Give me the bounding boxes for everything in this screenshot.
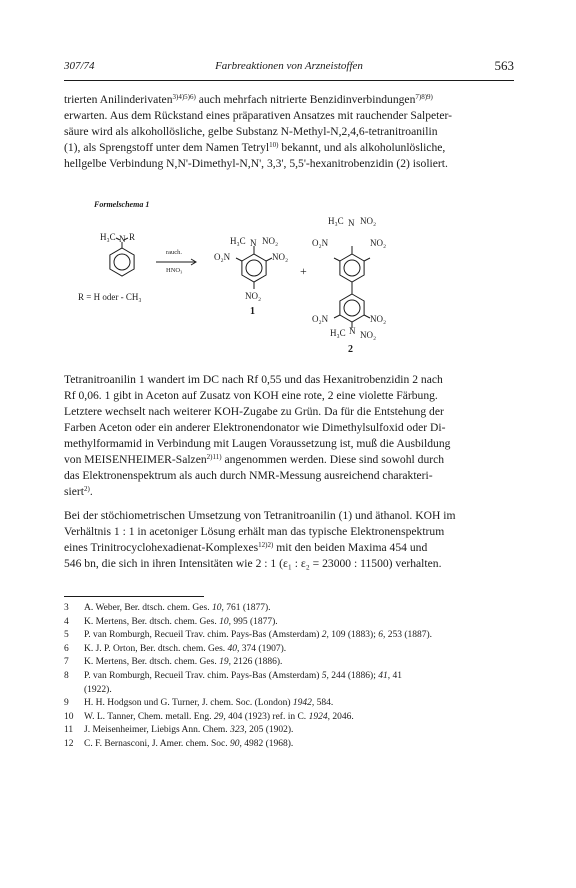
footnote-text: J. Meisenheimer, Liebigs Ann. Chem. — [84, 725, 231, 736]
text-line — [64, 92, 519, 108]
footnote-text: 2, — [321, 630, 329, 641]
reagent-line-2: HNO₃ — [166, 267, 183, 274]
compound-1-label: 1 — [250, 306, 255, 317]
header-rule — [64, 80, 514, 81]
footnote-text: K. J. P. Orton, Ber. dtsch. chem. Ges. — [84, 643, 228, 654]
footnote-text: 6, — [378, 630, 386, 641]
footnote-item — [64, 643, 524, 657]
text-line: Farben Aceton oder ein anderer Elektronendonator wie Dimethylsulfoxid oder Di- — [64, 421, 446, 434]
footnote-number: 3 — [64, 603, 69, 613]
p1-nitro-bottom: NO₂ — [245, 291, 262, 301]
footnote-text: 323, — [230, 725, 247, 736]
text-line: methylformamid in Verbindung mit Laugen Voraussetzung ist, muß die Ausbildung — [64, 437, 451, 450]
citation-sup: 2)11) — [206, 453, 222, 461]
p2-nitro-bottom-left: O₂N — [312, 314, 329, 324]
footnote-item — [64, 724, 524, 738]
reactant-r-group: R — [129, 232, 136, 242]
text-line: erwarten. Aus dem Rückstand eines präparativen Ansatzes mit rauchender Salpeter- — [64, 109, 453, 122]
footnote-rule — [64, 596, 204, 597]
footnote-number: 7 — [64, 657, 69, 668]
footnote-text: 19, — [219, 657, 231, 668]
p2-top-n-nitro: NO₂ — [360, 216, 377, 226]
footnote-item — [64, 670, 524, 684]
text-run: bekannt, und als alkoholunlösliche, — [278, 141, 446, 154]
text-run: auch mehrfach nitrierte Benzidinverbindungen — [195, 93, 416, 106]
footnote-item — [64, 616, 524, 630]
footnote-text: W. L. Tanner, Chem. metall. Eng. — [84, 711, 214, 722]
footnote-text: 374 (1907). — [239, 643, 287, 654]
text-line: hellgelbe Verbindung N,N'-Dimethyl-N,N', 3,3', 5,5'-hexanitrobenzidin (2) isoliert. — [64, 157, 448, 170]
text-line: Bei der stöchiometrischen Umsetzung von Tetranitroanilin (1) und äthanol. KOH im — [64, 509, 456, 522]
text-line: Rf 0,06. 1 gibt in Aceton auf Zusatz von KOH eine rote, 2 eine violette Färbung. — [64, 389, 438, 402]
text-run: angenommen werden. Diese sind sowohl durch — [221, 453, 445, 466]
footnote-text: K. Mertens, Ber. dtsch. chem. Ges. — [84, 657, 220, 668]
footnote-text: A. Weber, Ber. dtsch. chem. Ges. — [84, 603, 212, 613]
footnote-item — [64, 711, 524, 725]
footnote-item — [64, 684, 524, 698]
footnote-text: 40, — [227, 643, 240, 654]
citation-sup: 3)4)5)6) — [172, 93, 196, 101]
text-run: von MEISENHEIMER-Salzen — [64, 453, 207, 466]
footnote-text: 4982 (1968). — [241, 738, 294, 749]
p1-methyl: H₃C — [230, 236, 246, 246]
footnote-item — [64, 629, 524, 643]
footnote-text: 253 (1887). — [385, 630, 433, 641]
footnote-text: C. F. Bernasconi, J. Amer. chem. Soc. — [84, 738, 230, 749]
text-line: das Elektronenspektrum als auch durch NMR-Messung ausreichend charakteri- — [64, 469, 433, 482]
footnote-item — [64, 697, 524, 711]
citation-sup: 12)2) — [258, 541, 274, 549]
footnote-item — [64, 602, 524, 616]
paragraph-2 — [64, 372, 519, 500]
footnote-text: 41, — [378, 670, 391, 681]
footnote-text: 404 (1923) ref. in C. — [225, 711, 309, 722]
text-line — [64, 452, 519, 468]
text-line — [64, 140, 519, 156]
footnote-number: 11 — [64, 725, 74, 736]
footnote-text: 1924, — [308, 711, 330, 722]
p2-nitro-bottom-right: NO₂ — [370, 314, 387, 324]
running-header — [64, 60, 514, 76]
p1-n-nitro: NO₂ — [262, 236, 279, 246]
footnote-item — [64, 738, 524, 752]
footnote-text: 5, — [321, 670, 329, 681]
footnote-number: 5 — [64, 630, 69, 641]
footnote-text: P. van Romburgh, Recueil Trav. chim. Pays-Bas (Amsterdam) — [84, 670, 322, 681]
text-run: siert — [64, 485, 84, 498]
text-run: eines Trinitrocyclohexadienat-Komplexes — [64, 541, 259, 554]
p2-bottom-nitrogen: N — [349, 326, 356, 336]
p2-bottom-n-nitro: NO₂ — [360, 330, 377, 340]
paragraph-3 — [64, 508, 519, 572]
text-line — [64, 484, 519, 500]
footnote-text: 995 (1877). — [230, 616, 278, 627]
p2-bottom-methyl: H₃C — [330, 328, 346, 338]
p2-nitro-top-right: NO₂ — [370, 238, 387, 248]
page-number: 563 — [494, 58, 514, 73]
footnote-text: (1922). — [84, 684, 112, 695]
reactant-methyl: H₃C — [100, 232, 116, 242]
citation-sup: 7)8)9) — [415, 93, 433, 101]
footnote-text: K. Mertens, Ber. dtsch. chem. Ges. — [84, 616, 220, 627]
footnote-text: 761 (1877). — [223, 603, 271, 613]
footnote-text: 109 (1883); — [328, 630, 379, 641]
text-run: mit den beiden Maxima 454 und — [273, 541, 428, 554]
text-line: 546 bn, die sich in ihren Intensitäten wie 2 : 1 (ε₁ : ε₂ = 23000 : 11500) verhalten. — [64, 557, 442, 570]
reactant-nitrogen: N — [119, 234, 126, 244]
footnote-number: 12 — [64, 738, 74, 749]
footnote-text: 1942, — [292, 698, 315, 709]
p1-nitro-right: NO₂ — [272, 252, 289, 262]
footnote-number: 9 — [64, 698, 69, 709]
citation-sup: 2) — [83, 485, 90, 493]
footnote-text: 584. — [314, 698, 334, 709]
footnote-text: H. H. Hodgson und G. Turner, J. chem. Soc. (London) — [84, 698, 293, 709]
footnote-text: 90, — [229, 738, 242, 749]
text-run: trierten Anilinderivaten — [64, 93, 173, 106]
r-definition: R = H oder - CH₃ — [78, 292, 142, 302]
footnote-number: 8 — [64, 670, 69, 681]
footnote-text: 29, — [213, 711, 226, 722]
footnote-text: 10, — [211, 603, 224, 613]
citation-sup: 10) — [269, 141, 279, 149]
reactant-aromatic-circle — [114, 254, 130, 270]
p2-nitro-top-left: O₂N — [312, 238, 329, 248]
footnote-number: 6 — [64, 643, 69, 654]
footnote-text: 244 (1886); — [328, 670, 379, 681]
footnote-text: 205 (1902). — [246, 725, 294, 736]
p1-nitrogen: N — [250, 238, 257, 248]
p1-nitro-left: O₂N — [214, 252, 231, 262]
text-line: Letztere wechselt nach weiterer KOH-Zugabe zu Grün. Da für die Entstehung der — [64, 405, 444, 418]
text-run: (1), als Sprengstoff unter dem Namen Tetryl — [64, 141, 270, 154]
footnote-number: 10 — [64, 711, 74, 722]
scheme-structures — [64, 196, 524, 356]
text-line: Tetranitroanilin 1 wandert im DC nach Rf 0,55 und das Hexanitrobenzidin 2 nach — [64, 373, 443, 386]
text-line: säure wird als alkohollösliche, gelbe Substanz N-Methyl-N,2,4,6-tetranitroanilin — [64, 125, 438, 138]
scheme-title: Formelschema 1 — [94, 200, 150, 209]
footnote-item — [64, 656, 524, 670]
footnote-text: 10, — [219, 616, 231, 627]
footnote-number: 4 — [64, 616, 69, 627]
p2-top-nitrogen: N — [348, 218, 355, 228]
text-line — [64, 540, 519, 556]
footnote-text: 41 — [390, 670, 402, 681]
footnotes — [64, 602, 524, 752]
plus-sign: + — [300, 264, 307, 278]
footnote-text: 2126 (1886). — [230, 657, 283, 668]
footnote-text: 2046. — [329, 711, 354, 722]
paragraph-1 — [64, 92, 519, 172]
reagent-line-1: rauch. — [166, 249, 183, 256]
text-line: Verhältnis 1 : 1 in acetoniger Lösung erhält man das typische Elektronenspektrum — [64, 525, 445, 538]
compound-2-label: 2 — [348, 344, 353, 355]
journal-issue: 307/74 — [64, 60, 95, 72]
p2-top-methyl: H₃C — [328, 216, 344, 226]
running-title: Farbreaktionen von Arzneistoffen — [215, 60, 363, 72]
footnote-text: P. van Romburgh, Recueil Trav. chim. Pays-Bas (Amsterdam) — [84, 630, 322, 641]
formula-scheme — [64, 196, 524, 356]
text-run: . — [89, 485, 93, 498]
